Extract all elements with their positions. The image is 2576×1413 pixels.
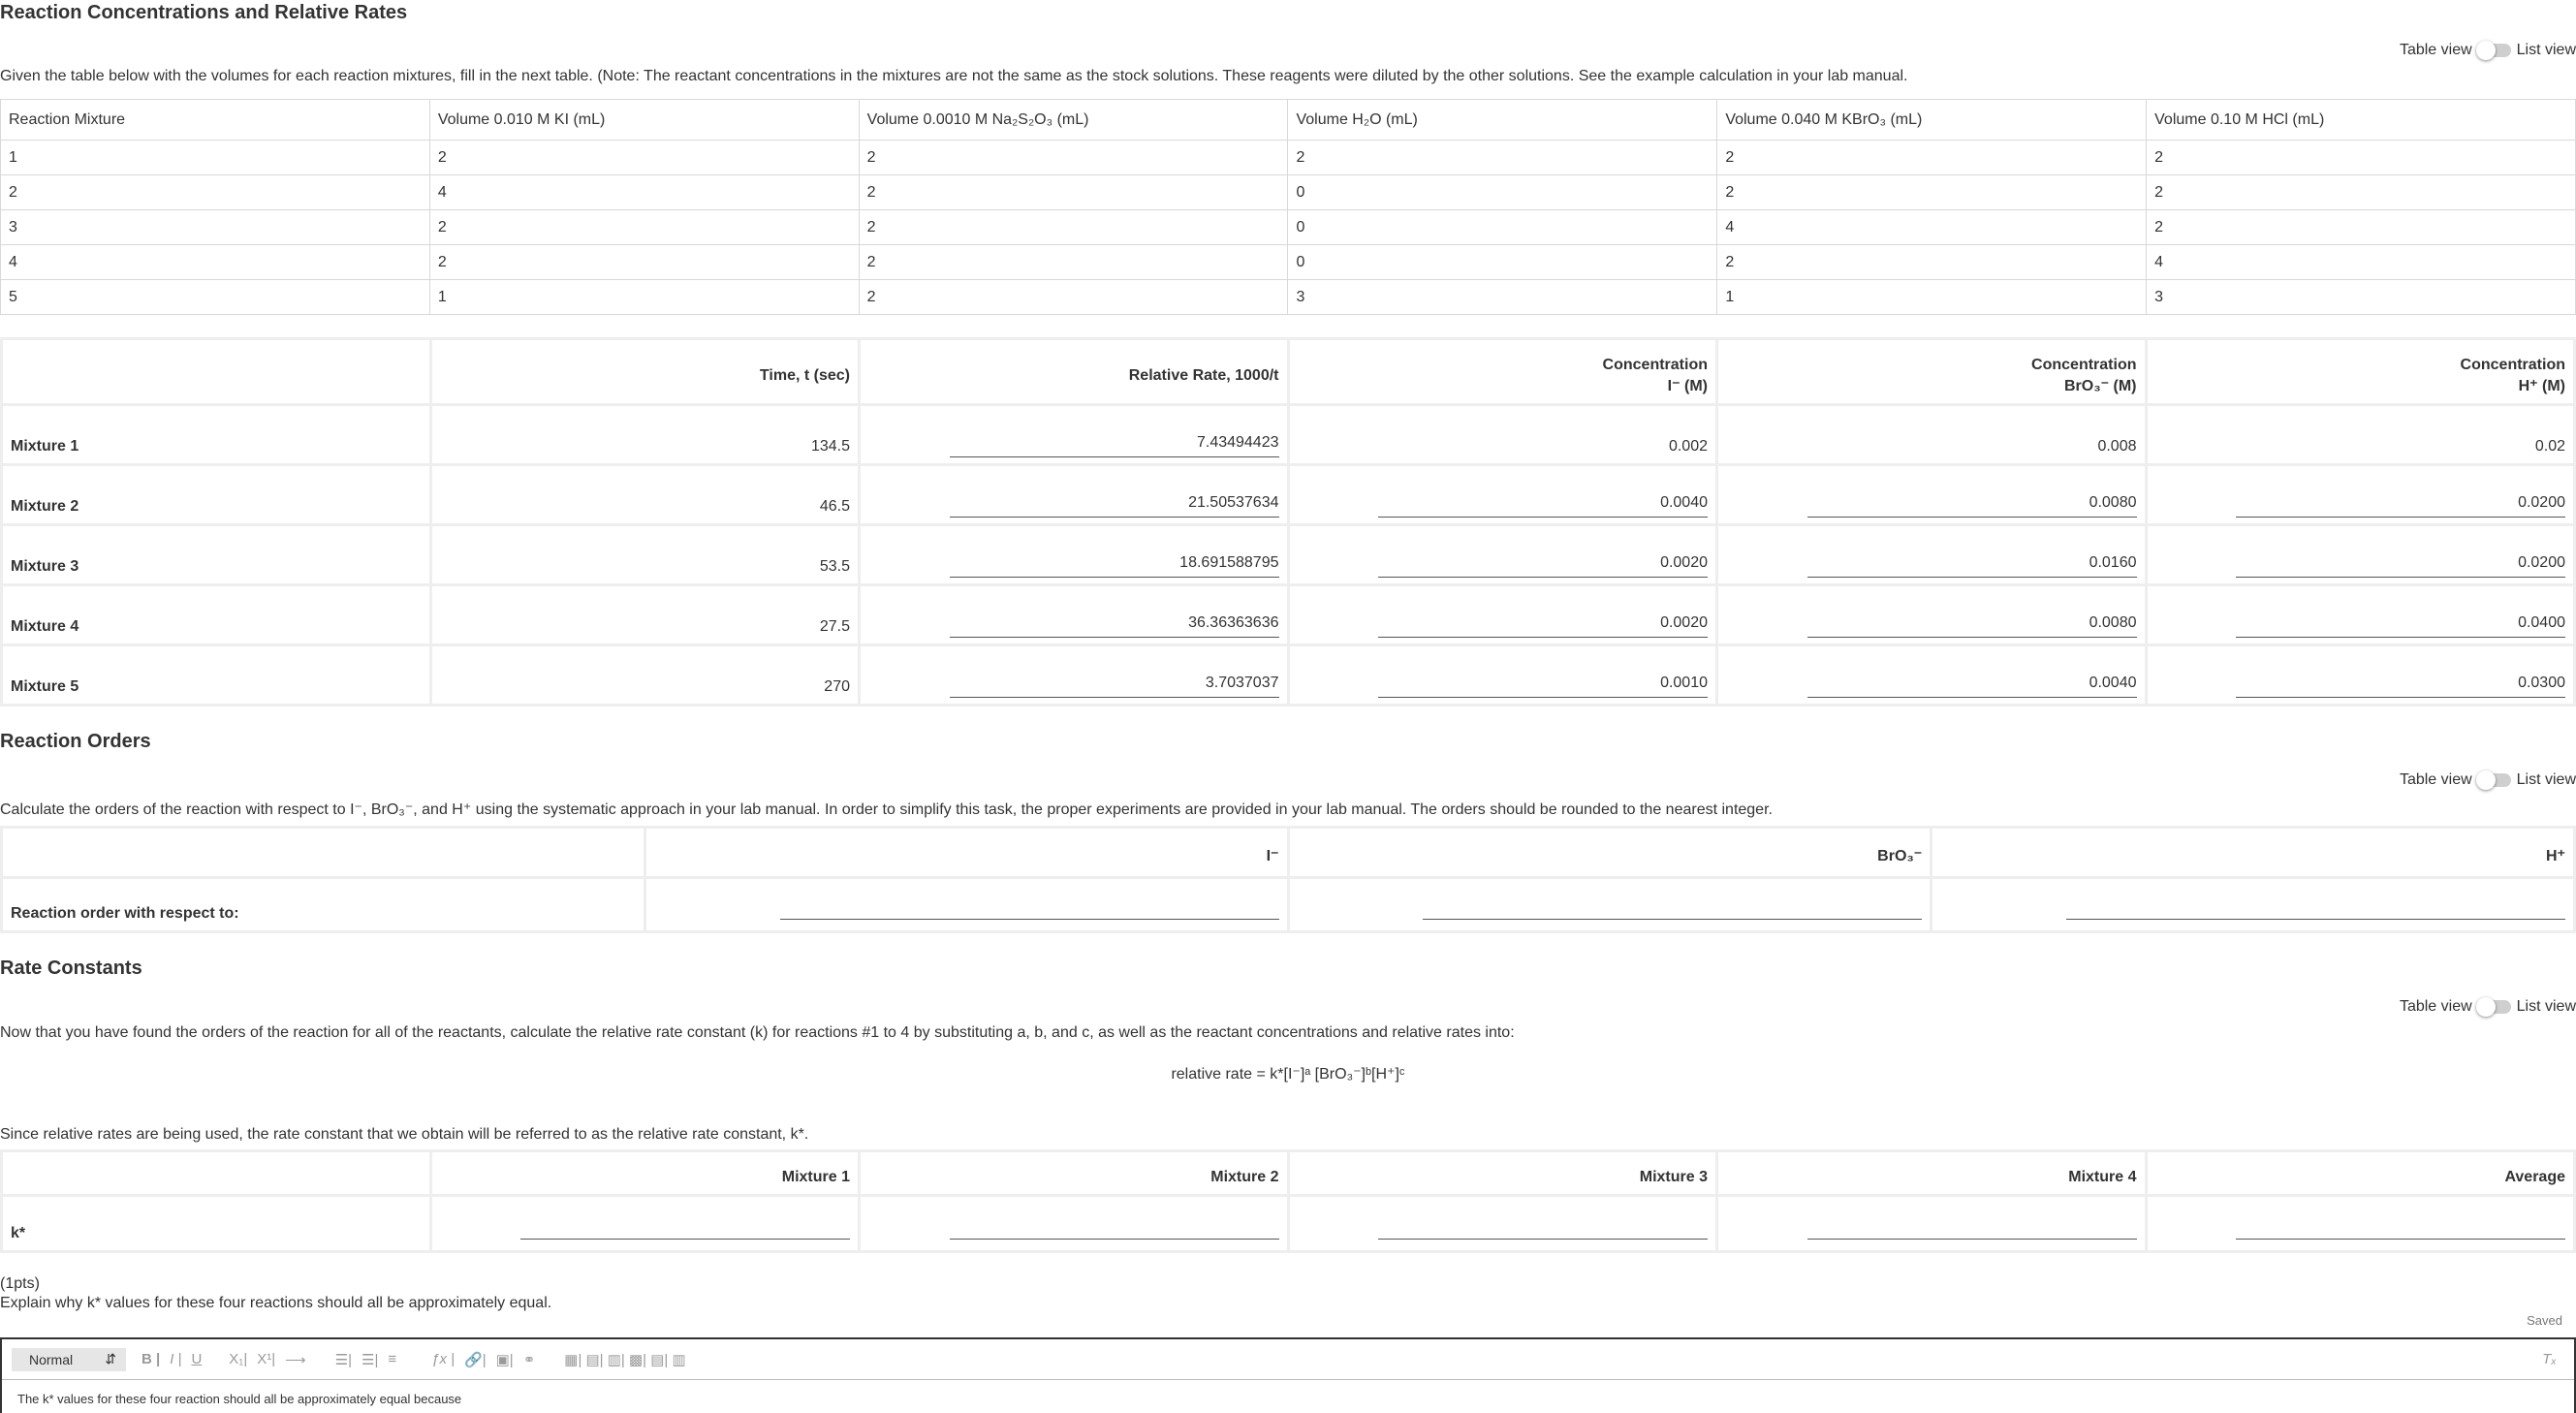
table-row xyxy=(1,141,2576,175)
table-row xyxy=(2,465,2575,525)
conc-h-input[interactable]: 0.0400 xyxy=(2236,614,2565,638)
volume-cell: 3 xyxy=(1288,280,1717,315)
rate-header: Concentration I⁻ (M) xyxy=(1288,339,1717,405)
conc-h-input[interactable]: 0.0300 xyxy=(2236,675,2565,698)
volume-cell: 1 xyxy=(1717,280,2147,315)
k-header: Average xyxy=(2146,1151,2575,1196)
volume-cell: 4 xyxy=(1,245,430,280)
conc-i-input[interactable]: 0.0020 xyxy=(1378,554,1708,578)
volume-table xyxy=(0,99,2576,315)
order-table-header xyxy=(2,828,2575,878)
volume-cell: 4 xyxy=(429,175,859,210)
volume-cell: 3 xyxy=(1,210,430,245)
volume-cell: 2 xyxy=(429,141,859,175)
clear-format-icon[interactable]: Tₓ xyxy=(2542,1351,2557,1367)
k-average-input[interactable] xyxy=(2236,1216,2565,1240)
volume-cell: 2 xyxy=(859,210,1288,245)
k-header: Mixture 3 xyxy=(1288,1151,1717,1196)
volume-cell: 2 xyxy=(1288,141,1717,175)
order-header xyxy=(2,828,645,878)
volume-header: Volume 0.040 M KBrO₃ (mL) xyxy=(1717,100,2147,141)
attachment-icon[interactable]: ⚭ xyxy=(522,1351,536,1368)
table-view-label: Table view xyxy=(2399,998,2472,1015)
volume-cell: 2 xyxy=(859,280,1288,315)
volume-table-header xyxy=(1,100,2576,141)
order-row-label: Reaction order with respect to: xyxy=(2,878,645,932)
volume-cell: 2 xyxy=(859,141,1288,175)
volume-cell: 4 xyxy=(1717,210,2147,245)
volume-cell: 2 xyxy=(859,175,1288,210)
conc-h-value: 0.02 xyxy=(2146,405,2575,465)
view-toggle-1[interactable] xyxy=(2400,42,2576,59)
question-prompt: Explain why k* values for these four reactions should all be approximately equal. xyxy=(0,1295,552,1311)
subscript-icon[interactable]: X₁| xyxy=(229,1351,248,1367)
conc-i-input[interactable]: 0.0040 xyxy=(1378,494,1708,518)
switch-knob xyxy=(2476,41,2496,60)
table-row xyxy=(2,645,2575,706)
time-value: 53.5 xyxy=(430,525,860,585)
link-icon[interactable]: 🔗| xyxy=(464,1351,487,1368)
volume-cell: 2 xyxy=(859,245,1288,280)
view-toggle-2[interactable] xyxy=(2400,771,2576,789)
answer-editor xyxy=(0,1337,2576,1413)
rate-equation: relative rate = k*[I⁻]ᵃ [BrO₃⁻]ᵇ[H⁺]ᶜ xyxy=(1171,1066,1405,1083)
k-table xyxy=(0,1149,2576,1253)
volume-cell: 2 xyxy=(429,210,859,245)
section-title-concentrations: Reaction Concentrations and Relative Rates xyxy=(0,2,408,23)
relative-rate-input[interactable]: 3.7037037 xyxy=(950,675,1279,698)
editor-toolbar xyxy=(2,1339,2574,1380)
k-header: Mixture 1 xyxy=(430,1151,860,1196)
arrow-icon[interactable]: ⟶ xyxy=(285,1351,306,1368)
section-title-constants: Rate Constants xyxy=(0,958,142,979)
conc-bro3-input[interactable]: 0.0040 xyxy=(1807,675,2137,698)
volume-cell: 4 xyxy=(2147,245,2576,280)
volume-header: Volume 0.0010 M Na₂S₂O₃ (mL) xyxy=(859,100,1288,141)
section-title-orders: Reaction Orders xyxy=(0,731,151,752)
constants-note: Since relative rates are being used, the rate constant that we obtain will be referred to as the relative rate constant, k*. xyxy=(0,1126,809,1143)
editor-text[interactable]: The k* values for these four reaction should all be approximately equal because xyxy=(17,1392,462,1406)
list-view-label: List view xyxy=(2516,42,2576,58)
bold-icon[interactable]: B | xyxy=(141,1351,161,1367)
conc-h-input[interactable]: 0.0200 xyxy=(2236,554,2565,578)
k-mixture2-input[interactable] xyxy=(950,1216,1279,1240)
image-icon[interactable]: ▣| xyxy=(495,1351,514,1368)
rate-header: Concentration BrO₃⁻ (M) xyxy=(1717,339,2147,405)
volume-cell: 0 xyxy=(1288,175,1717,210)
volume-header: Volume 0.10 M HCl (mL) xyxy=(2147,100,2576,141)
conc-bro3-input[interactable]: 0.0160 xyxy=(1807,554,2137,578)
rate-header: Time, t (sec) xyxy=(430,339,860,405)
underline-icon[interactable]: U xyxy=(191,1351,203,1367)
list-view-label: List view xyxy=(2516,998,2576,1015)
order-i-input[interactable] xyxy=(780,896,1279,920)
mixture-label: Mixture 2 xyxy=(2,465,431,525)
table-row xyxy=(1,245,2576,280)
k-row-label: k* xyxy=(2,1196,431,1252)
volume-cell: 2 xyxy=(1717,141,2147,175)
relative-rate-input[interactable]: 18.691588795 xyxy=(950,554,1279,578)
conc-i-input[interactable]: 0.0020 xyxy=(1378,614,1708,638)
table-row xyxy=(2,525,2575,585)
switch-knob xyxy=(2476,997,2496,1017)
mixture-label: Mixture 3 xyxy=(2,525,431,585)
italic-icon[interactable]: I | xyxy=(170,1351,182,1367)
view-switch[interactable] xyxy=(2478,773,2511,787)
align-icon[interactable]: ≡ xyxy=(388,1351,397,1367)
format-select-label: Normal xyxy=(29,1351,74,1367)
view-switch[interactable] xyxy=(2478,44,2511,57)
rate-header: Relative Rate, 1000/t xyxy=(860,339,1289,405)
volume-header: Volume H₂O (mL) xyxy=(1288,100,1717,141)
order-header: I⁻ xyxy=(644,828,1288,878)
rate-header xyxy=(2,339,431,405)
time-value: 46.5 xyxy=(430,465,860,525)
table-row xyxy=(1,280,2576,315)
conc-i-input[interactable]: 0.0010 xyxy=(1378,675,1708,698)
k-header: Mixture 2 xyxy=(860,1151,1289,1196)
volume-cell: 1 xyxy=(1,141,430,175)
formula-icon[interactable]: ƒx | xyxy=(431,1351,456,1367)
time-value: 134.5 xyxy=(430,405,860,465)
question-points: (1pts) xyxy=(0,1275,40,1292)
volume-header: Volume 0.010 M KI (mL) xyxy=(429,100,859,141)
concentrations-instructions: Given the table below with the volumes for each reaction mixtures, fill in the next table. (Note: The reactant concentrations in the mixtures are not the same as the stock solutions. These reagents were diluted by the other solutions. See the example calculation in your lab manual. xyxy=(0,68,1908,84)
rate-table xyxy=(0,337,2576,706)
table-row xyxy=(2,878,2575,932)
mixture-label: Mixture 1 xyxy=(2,405,431,465)
volume-cell: 2 xyxy=(2147,175,2576,210)
k-table-header xyxy=(2,1151,2575,1196)
k-mixture3-input[interactable] xyxy=(1378,1216,1708,1240)
order-header: H⁺ xyxy=(1932,828,2575,878)
order-header: BrO₃⁻ xyxy=(1288,828,1932,878)
view-toggle-3[interactable] xyxy=(2400,998,2576,1016)
save-status: Saved xyxy=(2527,1313,2562,1328)
table-view-label: Table view xyxy=(2399,42,2472,58)
volume-cell: 2 xyxy=(2147,141,2576,175)
conc-i-value: 0.002 xyxy=(1288,405,1717,465)
constants-instructions: Now that you have found the orders of the reaction for all of the reactants, calculate the relative rate constant (k) for reactions #1 to 4 by substituting a, b, and c, as well as the reactant concentrations and relative rates into: xyxy=(0,1024,1515,1041)
table-row xyxy=(2,585,2575,645)
time-value: 27.5 xyxy=(430,585,860,645)
table-view-label: Table view xyxy=(2399,771,2472,788)
volume-cell: 5 xyxy=(1,280,430,315)
time-value: 270 xyxy=(430,645,860,706)
conc-h-input[interactable]: 0.0200 xyxy=(2236,494,2565,518)
k-header xyxy=(2,1151,431,1196)
volume-cell: 2 xyxy=(2147,210,2576,245)
volume-cell: 2 xyxy=(1,175,430,210)
list-view-label: List view xyxy=(2516,771,2576,788)
table-row xyxy=(1,210,2576,245)
order-table xyxy=(0,826,2576,933)
mixture-label: Mixture 4 xyxy=(2,585,431,645)
relative-rate-input[interactable]: 7.43494423 xyxy=(950,434,1279,457)
k-mixture1-input[interactable] xyxy=(520,1216,850,1240)
volume-cell: 2 xyxy=(1717,175,2147,210)
table-row xyxy=(2,1196,2575,1252)
orders-instructions: Calculate the orders of the reaction with respect to I⁻, BrO₃⁻, and H⁺ using the systematic approach in your lab manual. In order to simplify this task, the proper experiments are provided in your lab manual. The orders should be rounded to the nearest integer. xyxy=(0,801,1773,818)
superscript-icon[interactable]: X¹| xyxy=(257,1351,276,1367)
table-icon[interactable]: ▦| ▤| ▥| ▩| ▤| ▥ xyxy=(564,1351,686,1368)
mixture-label: Mixture 5 xyxy=(2,645,431,706)
rate-header: Concentration H⁺ (M) xyxy=(2146,339,2575,405)
order-h-input[interactable] xyxy=(2066,896,2565,920)
volume-cell: 1 xyxy=(429,280,859,315)
conc-bro3-value: 0.008 xyxy=(1717,405,2147,465)
k-mixture4-input[interactable] xyxy=(1807,1216,2137,1240)
volume-header: Reaction Mixture xyxy=(1,100,430,141)
relative-rate-input[interactable]: 36.36363636 xyxy=(950,614,1279,638)
ordered-list-icon[interactable]: ☰| xyxy=(334,1351,353,1368)
view-switch[interactable] xyxy=(2478,1000,2511,1014)
bullet-list-icon[interactable]: ☰| xyxy=(361,1351,379,1368)
k-header: Mixture 4 xyxy=(1717,1151,2147,1196)
format-select[interactable] xyxy=(12,1348,126,1371)
select-arrows-icon: ⇵ xyxy=(105,1351,116,1366)
rate-table-header xyxy=(2,339,2575,405)
volume-cell: 2 xyxy=(429,245,859,280)
volume-cell: 0 xyxy=(1288,210,1717,245)
conc-bro3-input[interactable]: 0.0080 xyxy=(1807,614,2137,638)
order-bro3-input[interactable] xyxy=(1423,896,1922,920)
volume-cell: 3 xyxy=(2147,280,2576,315)
table-row xyxy=(2,405,2575,465)
volume-cell: 0 xyxy=(1288,245,1717,280)
switch-knob xyxy=(2476,770,2496,790)
conc-bro3-input[interactable]: 0.0080 xyxy=(1807,494,2137,518)
volume-cell: 2 xyxy=(1717,245,2147,280)
relative-rate-input[interactable]: 21.50537634 xyxy=(950,494,1279,518)
table-row xyxy=(1,175,2576,210)
